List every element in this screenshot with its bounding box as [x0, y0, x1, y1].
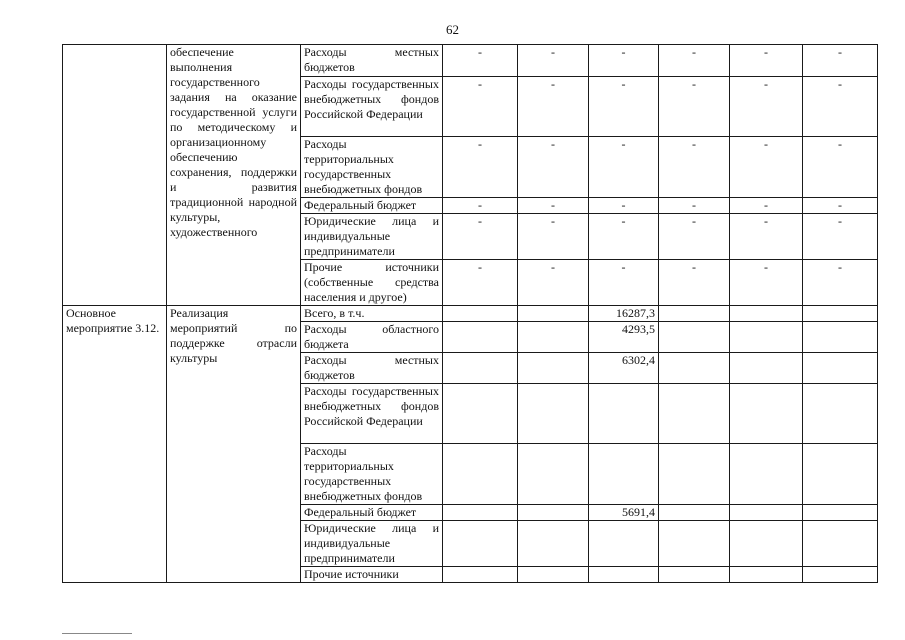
value-cell [518, 322, 589, 353]
footer-rule [62, 633, 132, 634]
funding-source-cell: Расходы местных бюджетов [301, 45, 443, 77]
funding-source-cell: Прочие источники (собственные средства населения и другое) [301, 260, 443, 306]
value-cell: - [589, 45, 659, 77]
value-cell [518, 444, 589, 505]
value-cell [589, 521, 659, 567]
value-cell [803, 322, 878, 353]
value-cell: - [518, 260, 589, 306]
value-cell [518, 306, 589, 322]
value-cell [659, 306, 730, 322]
value-cell [443, 306, 518, 322]
description-cell: Реализация мероприятий по поддержке отрасли культуры [167, 306, 301, 583]
description-cell: обеспечение выполнения государственного задания на оказание государственной услуги по методическому и организационному обеспечению сохранения, поддержки и развития традиционной народной культуры, художественного [167, 45, 301, 306]
value-cell [659, 444, 730, 505]
value-cell: - [443, 45, 518, 77]
value-cell: - [589, 198, 659, 214]
value-cell [589, 384, 659, 444]
value-cell: - [803, 260, 878, 306]
value-cell [443, 505, 518, 521]
value-cell: - [730, 214, 803, 260]
value-cell [803, 521, 878, 567]
funding-source-cell: Расходы областного бюджета [301, 322, 443, 353]
table-row [63, 45, 878, 77]
value-cell: - [589, 260, 659, 306]
value-cell: - [803, 198, 878, 214]
value-cell [443, 384, 518, 444]
value-cell [730, 521, 803, 567]
value-cell [589, 444, 659, 505]
value-cell: - [803, 214, 878, 260]
value-cell [730, 567, 803, 583]
value-cell [730, 444, 803, 505]
value-cell [443, 567, 518, 583]
value-cell [803, 384, 878, 444]
value-cell [443, 521, 518, 567]
funding-source-cell: Федеральный бюджет [301, 198, 443, 214]
value-cell [518, 567, 589, 583]
value-cell: - [443, 137, 518, 198]
value-cell: - [730, 198, 803, 214]
value-cell: 4293,5 [589, 322, 659, 353]
value-cell [803, 567, 878, 583]
funding-source-cell: Расходы территориальных государственных внебюджетных фондов [301, 444, 443, 505]
value-cell [659, 384, 730, 444]
value-cell [518, 353, 589, 384]
table-row [63, 306, 878, 322]
value-cell [443, 444, 518, 505]
value-cell [803, 444, 878, 505]
value-cell: - [589, 214, 659, 260]
value-cell [803, 505, 878, 521]
value-cell: - [659, 45, 730, 77]
value-cell: - [443, 77, 518, 137]
funding-source-cell: Расходы государственных внебюджетных фондов Российской Федерации [301, 384, 443, 444]
value-cell: - [589, 137, 659, 198]
funding-source-cell: Прочие источники [301, 567, 443, 583]
value-cell: - [518, 198, 589, 214]
value-cell: - [730, 45, 803, 77]
value-cell: - [659, 198, 730, 214]
value-cell: 16287,3 [589, 306, 659, 322]
value-cell: - [803, 137, 878, 198]
value-cell: - [730, 137, 803, 198]
value-cell [443, 322, 518, 353]
value-cell [659, 505, 730, 521]
value-cell [730, 505, 803, 521]
funding-source-cell: Федеральный бюджет [301, 505, 443, 521]
value-cell: - [443, 260, 518, 306]
value-cell [518, 384, 589, 444]
funding-source-cell: Всего, в т.ч. [301, 306, 443, 322]
value-cell [659, 521, 730, 567]
value-cell: - [443, 214, 518, 260]
value-cell: - [730, 260, 803, 306]
value-cell: 5691,4 [589, 505, 659, 521]
value-cell: - [659, 260, 730, 306]
value-cell [803, 306, 878, 322]
page-number: 62 [446, 22, 459, 37]
funding-source-cell: Расходы государственных внебюджетных фондов Российской Федерации [301, 77, 443, 137]
value-cell: - [518, 77, 589, 137]
value-cell [730, 306, 803, 322]
value-cell: - [659, 214, 730, 260]
value-cell [659, 322, 730, 353]
value-cell [730, 322, 803, 353]
value-cell [518, 521, 589, 567]
value-cell [518, 505, 589, 521]
value-cell: - [803, 77, 878, 137]
value-cell: - [803, 45, 878, 77]
value-cell [803, 353, 878, 384]
funding-source-cell: Юридические лица и индивидуальные предприниматели [301, 214, 443, 260]
value-cell [659, 567, 730, 583]
value-cell: - [589, 77, 659, 137]
activity-cell: Основное мероприятие 3.12. [63, 306, 167, 583]
value-cell: - [518, 45, 589, 77]
value-cell [730, 384, 803, 444]
funding-source-cell: Расходы территориальных государственных внебюджетных фондов [301, 137, 443, 198]
funding-source-cell: Юридические лица и индивидуальные предприниматели [301, 521, 443, 567]
activity-cell [63, 45, 167, 306]
value-cell: - [659, 77, 730, 137]
value-cell: - [518, 214, 589, 260]
value-cell: - [518, 137, 589, 198]
value-cell: - [659, 137, 730, 198]
value-cell [659, 353, 730, 384]
value-cell [730, 353, 803, 384]
value-cell [589, 567, 659, 583]
value-cell: 6302,4 [589, 353, 659, 384]
budget-table [62, 44, 878, 583]
value-cell: - [443, 198, 518, 214]
value-cell [443, 353, 518, 384]
funding-source-cell: Расходы местных бюджетов [301, 353, 443, 384]
value-cell: - [730, 77, 803, 137]
